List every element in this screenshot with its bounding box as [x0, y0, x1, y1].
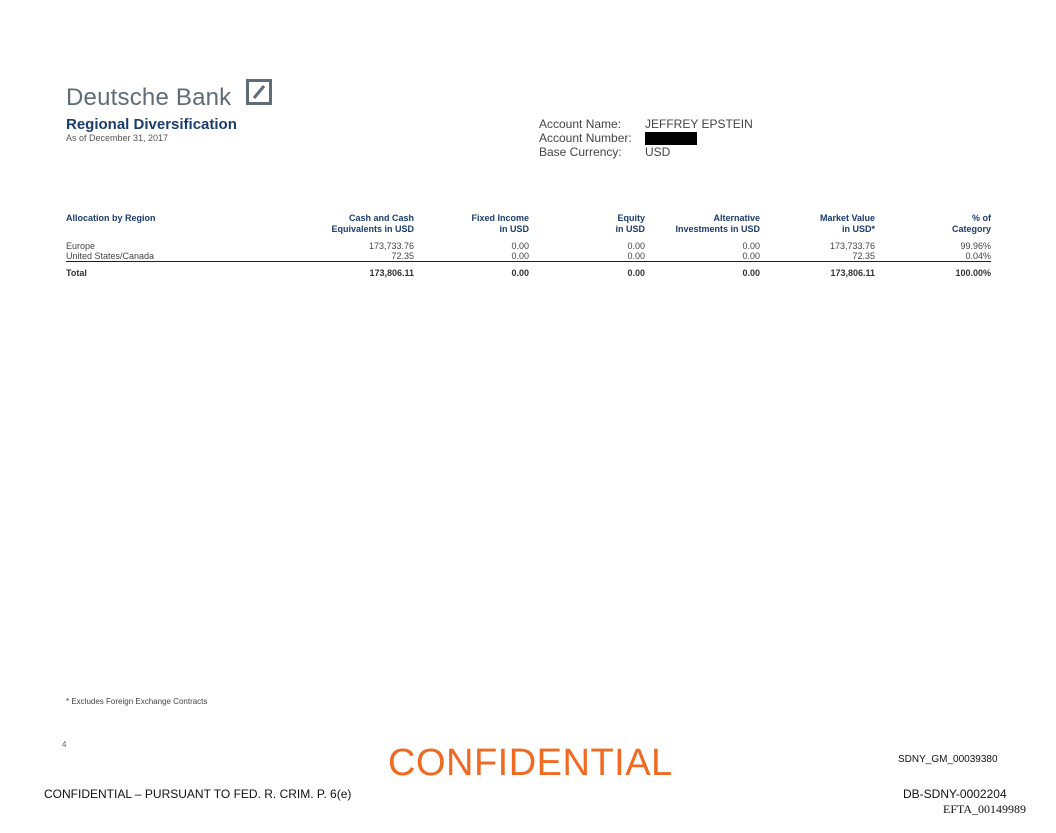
redaction-box: [645, 132, 697, 145]
account-name-value: JEFFREY EPSTEIN: [645, 117, 753, 131]
bates-number-sdny: SDNY_GM_00039380: [898, 754, 998, 765]
header-alternative: Alternative Investments in USD: [675, 213, 760, 234]
header-fixed-income: Fixed Income in USD: [471, 213, 529, 234]
header-equity: Equity in USD: [615, 213, 645, 234]
table-row: United States/Canada 72.35 0.00 0.00 0.00 72.35 0.04%: [66, 251, 991, 261]
account-number-label: Account Number:: [539, 131, 632, 145]
bank-logo-icon: [246, 79, 272, 105]
bates-number-db: DB-SDNY-0002204: [903, 787, 1007, 801]
account-number-row: [539, 131, 753, 145]
account-name-row: [539, 117, 753, 131]
page-number: 4: [62, 740, 67, 749]
base-currency-row: [539, 145, 753, 159]
footnote: * Excludes Foreign Exchange Contracts: [66, 697, 208, 706]
header-market-value: Market Value in USD*: [819, 213, 875, 234]
table-row: Europe 173,733.76 0.00 0.00 0.00 173,733.76 99.96%: [66, 241, 991, 251]
header-cash: Cash and Cash Equivalents in USD: [331, 213, 414, 234]
confidential-stamp: CONFIDENTIAL: [388, 742, 673, 784]
header-percent-category: % of Category: [951, 213, 991, 234]
report-title: Regional Diversification: [66, 116, 237, 133]
allocation-table: [66, 213, 991, 278]
bates-number-efta: EFTA_00149989: [943, 802, 1027, 816]
confidentiality-legend: CONFIDENTIAL – PURSUANT TO FED. R. CRIM. P. 6(e): [44, 787, 352, 801]
account-info: [539, 117, 753, 159]
account-name-label: Account Name:: [539, 117, 622, 131]
header-allocation-by-region: Allocation by Region: [66, 213, 156, 223]
base-currency-value: USD: [645, 145, 671, 159]
report-date: As of December 31, 2017: [66, 133, 169, 143]
bank-logo-text: Deutsche Bank: [66, 84, 232, 111]
table-header-row: [66, 213, 991, 237]
base-currency-label: Base Currency:: [539, 145, 622, 159]
table-total-row: Total 173,806.11 0.00 0.00 0.00 173,806.11 100.00%: [66, 268, 991, 278]
